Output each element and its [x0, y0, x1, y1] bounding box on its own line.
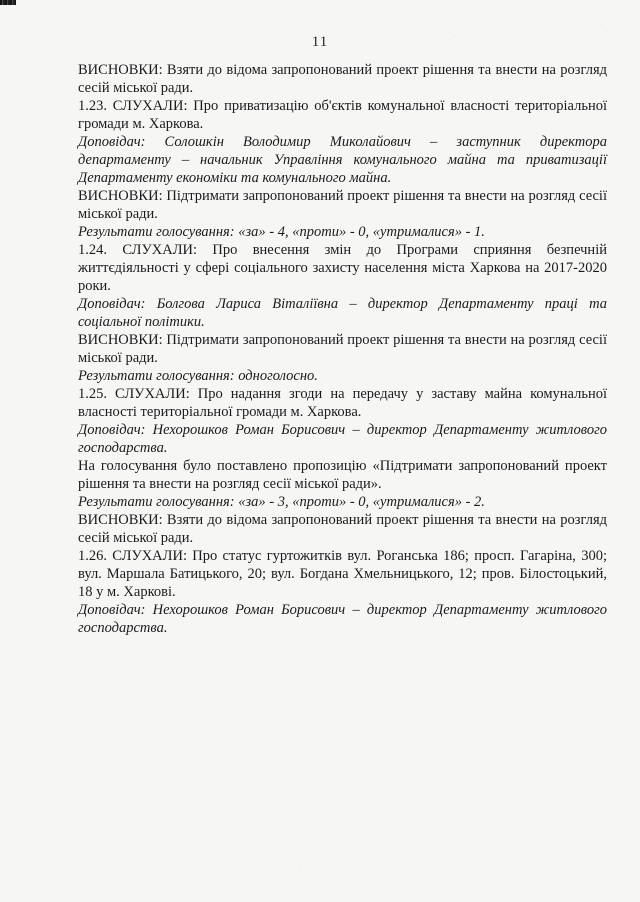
agenda-item-1-26: [78, 547, 607, 637]
speaker-line: Доповідач: Нехорошков Роман Борисович – директор Департаменту житлового господарства.: [78, 422, 607, 456]
agenda-item-1-24: [78, 241, 607, 385]
vote-result: Результати голосування: «за» - 3, «проти» - 0, «утрималися» - 2.: [78, 494, 485, 510]
speaker-line: Доповідач: Нехорошков Роман Борисович – директор Департаменту житлового господарства.: [78, 602, 607, 636]
proposal-text: На голосування було поставлено пропозицію «Підтримати запропонований проект рішення та внести на розгляд сесії міської ради».: [78, 458, 607, 492]
agenda-item-heading: 1.26. СЛУХАЛИ: Про статус гуртожитків вул. Роганська 186; просп. Гагаріна, 300; вул. Маршала Батицького, 20; вул. Богдана Хмельницького, 12; пров. Білостоцький, 18 у м. Харкові.: [78, 548, 607, 600]
agenda-item-heading: 1.25. СЛУХАЛИ: Про надання згоди на передачу у заставу майна комунальної власності територіальної громади м. Харкова.: [78, 386, 607, 420]
agenda-item-heading: 1.23. СЛУХАЛИ: Про приватизацію об'єктів комунальної власності територіальної громади м. Харкова.: [78, 98, 607, 132]
page-number: 11: [311, 34, 329, 50]
agenda-item-heading: 1.24. СЛУХАЛИ: Про внесення змін до Програми сприяння безпечній життєдіяльності у сфері соціального захисту населення міста Харкова на 2017-2020 роки.: [78, 242, 607, 294]
vote-result: Результати голосування: одноголосно.: [78, 368, 318, 384]
speaker-line: Доповідач: Солошкін Володимир Миколайович – заступник директора департаменту – начальник Управління комунального майна та приватизації Департаменту економіки та комунального майна.: [78, 134, 607, 186]
conclusion-text: ВИСНОВКИ: Підтримати запропонований проект рішення та внести на розгляд сесії міської ради.: [78, 188, 607, 222]
speaker-line: Доповідач: Болгова Лариса Віталіївна – директор Департаменту праці та соціальної політики.: [78, 296, 607, 330]
vote-result: Результати голосування: «за» - 4, «проти» - 0, «утрималися» - 1.: [78, 224, 485, 240]
agenda-item-1-23: [78, 97, 607, 241]
conclusion-text: ВИСНОВКИ: Взяти до відома запропонований проект рішення та внести на розгляд сесій міської ради.: [78, 62, 607, 96]
scan-artifact-top-left: [0, 0, 16, 5]
conclusion-text: ВИСНОВКИ: Взяти до відома запропонований проект рішення та внести на розгляд сесій міської ради.: [78, 512, 607, 546]
agenda-item-1-25: [78, 385, 607, 547]
conclusion-text: ВИСНОВКИ: Підтримати запропонований проект рішення та внести на розгляд сесії міської ради.: [78, 332, 607, 366]
